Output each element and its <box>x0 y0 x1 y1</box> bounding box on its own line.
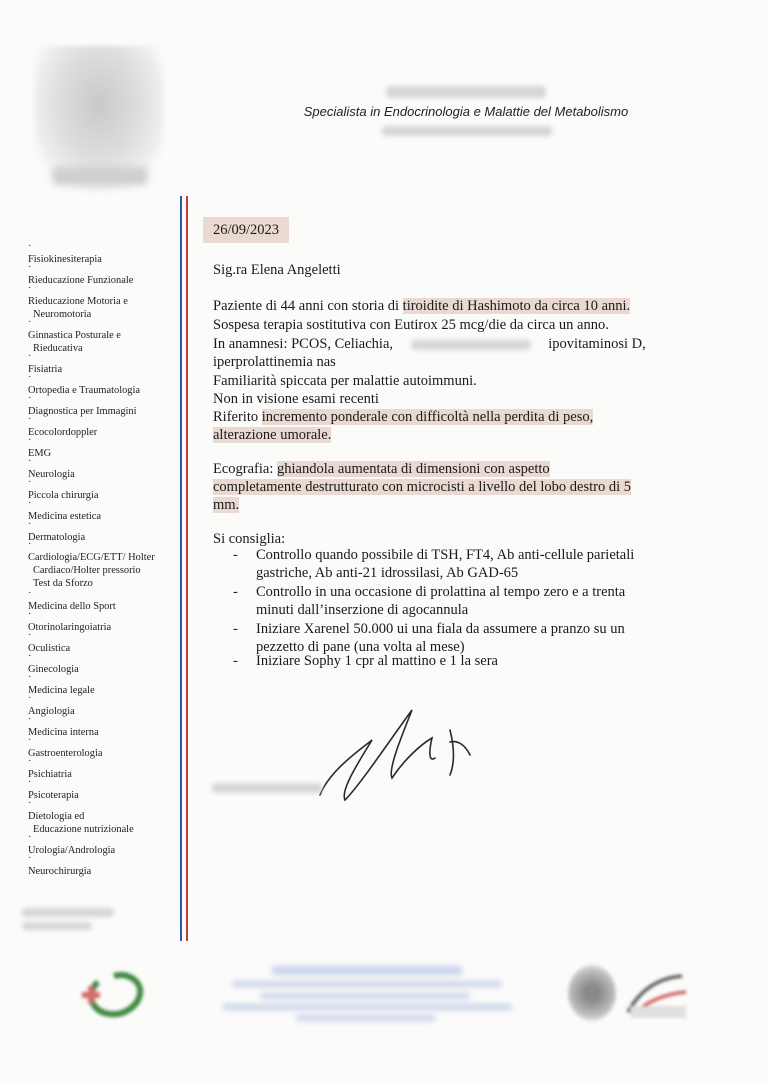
doctor-specialty: Specialista in Endocrinologia e Malattie del Metabolismo <box>303 104 629 119</box>
footer-seal <box>568 965 616 1021</box>
sidebar-service-label: Test da Sforzo <box>33 578 93 589</box>
sidebar-service-label: Rieducativa <box>33 343 83 354</box>
sidebar-service-label: · Angiologia <box>28 706 75 717</box>
history-line-1 <box>213 298 630 315</box>
highlight-ultrasound-2: completamente destrutturato con microcisti a livello del lobo destro di 5 <box>213 479 631 495</box>
sidebar-service-label: · Ecocolordoppler <box>28 427 98 438</box>
sidebar-service-item <box>28 538 180 590</box>
signer-name-redacted <box>212 783 322 793</box>
sidebar-service-label: Educazione nutrizionale <box>33 824 134 835</box>
letter-date-box <box>203 222 289 239</box>
advice-bullet: - <box>233 653 238 669</box>
advice-item-line: pezzetto di pane (una volta al mese) <box>256 639 465 655</box>
contact-redacted-2 <box>22 922 92 930</box>
history-line-6: Non in visione esami recenti <box>213 391 379 407</box>
sidebar-service-label: · Medicina dello Sport <box>28 601 116 612</box>
sidebar-service-label: · Medicina estetica <box>28 511 101 522</box>
sidebar-service-label: · Fisiokinesiterapia <box>28 254 102 265</box>
footer-logo-right <box>624 966 692 1022</box>
footer-info-redacted-2 <box>222 1004 512 1010</box>
history-line-5: Familiarità spiccata per malattie autoimmuni. <box>213 373 477 389</box>
clinic-logo <box>34 46 164 191</box>
redacted-condition <box>411 340 531 350</box>
ultrasound-line-3 <box>213 497 239 514</box>
sidebar-service-label: · Rieducazione Motoria e <box>28 296 128 307</box>
sidebar-service-label: · Ortopedia e Traumatologia <box>28 385 140 396</box>
doctor-name-redacted <box>386 86 546 98</box>
sidebar-service-label: · Ginnastica Posturale e <box>28 330 121 341</box>
footer-address-redacted <box>232 981 502 987</box>
anamnesis-text: In anamnesi: PCOS, Celiachia, <box>213 336 394 352</box>
sidebar-service-label: · Medicina interna <box>28 727 99 738</box>
highlight-ultrasound-3: mm. <box>213 497 240 513</box>
advice-item-line: Iniziare Sophy 1 cpr al mattino e 1 la sera <box>256 653 498 669</box>
sidebar-service-label: · Oculistica <box>28 643 71 654</box>
handwritten-signature <box>300 700 500 810</box>
sidebar-service-label: · Diagnostica per Immagini <box>28 406 137 417</box>
history-line-3 <box>213 336 646 353</box>
reported-text: Riferito <box>213 409 262 425</box>
sidebar-service-label: · Ginecologia <box>28 664 79 675</box>
divider-red <box>186 196 188 941</box>
advice-item-line: gastriche, Ab anti-21 idrossilasi, Ab GAD-65 <box>256 565 519 581</box>
advice-title: Si consiglia: <box>213 531 286 547</box>
sidebar-service-label: · Fisiatria <box>28 364 63 375</box>
ultrasound-label: Ecografia: <box>213 461 278 477</box>
sidebar-service-label: Neuromotoria <box>33 309 92 320</box>
advice-item-line: Controllo quando possibile di TSH, FT4, Ab anti-cellule parietali <box>256 547 635 563</box>
sidebar-service-label: · Urologia/Andrologia <box>28 845 116 856</box>
sidebar-service-label: · Psichiatria <box>28 769 72 780</box>
highlight-weight: incremento ponderale con difficoltà nella perdita di peso, <box>261 409 594 425</box>
history-line-7 <box>213 409 593 426</box>
anamnesis-text-2: ipovitaminosi D, <box>548 336 646 352</box>
highlight-mood: alterazione umorale. <box>213 427 332 443</box>
history-line-4: iperprolattinemia nas <box>213 354 336 370</box>
highlight-ultrasound-1: ghiandola aumentata di dimensioni con aspetto <box>277 461 550 477</box>
ultrasound-line-1 <box>213 461 550 478</box>
advice-bullet: - <box>233 584 238 600</box>
sidebar-service-label: · Psicoterapia <box>28 790 79 801</box>
sidebar-service-label: Cardiaco/Holter pressorio <box>33 565 141 576</box>
advice-bullet: - <box>233 547 238 563</box>
recipient: Sig.ra Elena Angeletti <box>213 262 341 278</box>
sidebar-service-label: · EMG <box>28 448 52 459</box>
letter-date: 26/09/2023 <box>203 217 289 243</box>
sidebar-service-label: · Dermatologia <box>28 532 86 543</box>
footer-logo-left <box>76 962 156 1022</box>
sidebar-service-label: · Cardiologia/ECG/ETT/ Holter <box>28 552 155 563</box>
sidebar-service-label: · Neurochirurgia <box>28 866 92 877</box>
ultrasound-line-2 <box>213 479 631 496</box>
footer-info-redacted-3 <box>296 1015 436 1021</box>
highlight-hashimoto: tiroidite di Hashimoto da circa 10 anni. <box>402 298 631 314</box>
advice-item-line: minuti dall’inserzione di agocannula <box>256 602 469 618</box>
advice-item-line: Controllo in una occasione di prolattina al tempo zero e a trenta <box>256 584 626 600</box>
history-line-2: Sospesa terapia sostitutiva con Eutirox 25 mcg/die da circa un anno. <box>213 317 609 333</box>
history-text: Paziente di 44 anni con storia di <box>213 298 403 314</box>
footer-clinic-name-redacted <box>272 966 462 975</box>
sidebar-service-label: · Medicina legale <box>28 685 95 696</box>
sidebar-service-label: · Otorinolaringoiatria <box>28 622 112 633</box>
contact-redacted <box>22 908 114 917</box>
doctor-email-redacted <box>382 126 552 136</box>
advice-bullet: - <box>233 621 238 637</box>
sidebar-service-label: · Neurologia <box>28 469 75 480</box>
history-line-8 <box>213 427 331 444</box>
sidebar-service-label: · Dietologia ed <box>28 811 85 822</box>
advice-item-line: Iniziare Xarenel 50.000 ui una fiala da assumere a pranzo su un <box>256 621 625 637</box>
sidebar-service-label: · Rieducazione Funzionale <box>28 275 134 286</box>
sidebar-service-label: · Piccola chirurgia <box>28 490 99 501</box>
divider-blue <box>180 196 182 941</box>
sidebar-service-item <box>28 852 180 878</box>
sidebar-service-label: · Gastroenterologia <box>28 748 103 759</box>
footer-info-redacted <box>260 993 470 999</box>
